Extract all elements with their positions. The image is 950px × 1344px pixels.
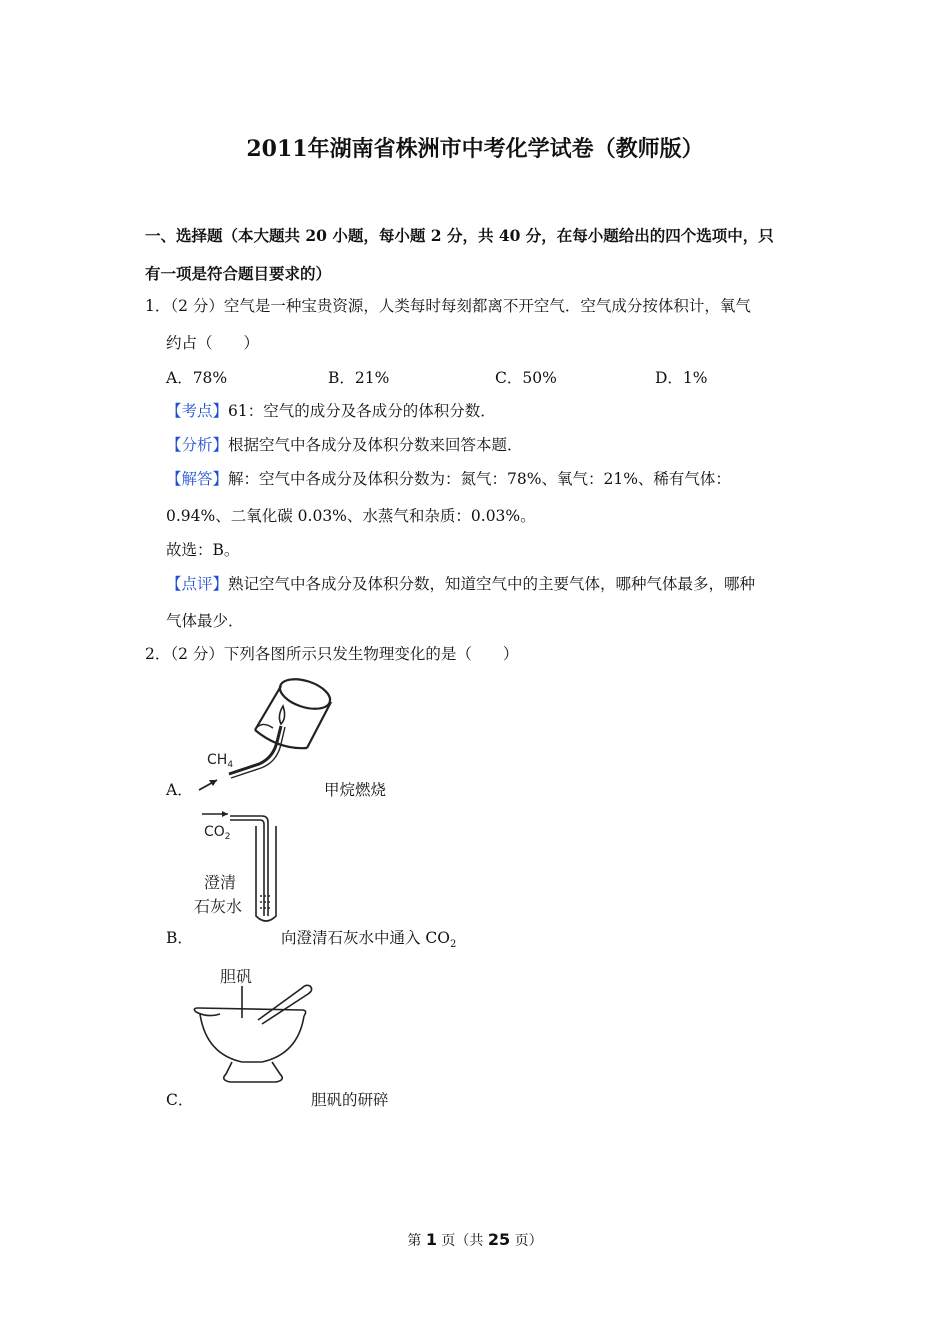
dianping-text1: 熟记空气中各成分及体积分数，知道空气中的主要气体，哪种气体最多，哪种	[228, 575, 756, 593]
section-heading-line2: 有一项是符合题目要求的）	[145, 264, 332, 283]
fenxi-tag: 【分析】	[166, 436, 229, 454]
danfan-label: 胆矾	[220, 967, 253, 986]
limewater-co2-figure	[190, 808, 300, 928]
q1-fenxi	[166, 433, 523, 455]
q1-jieda-line2: 0.94%、二氧化碳 0.03%、水蒸气和杂质：0.03%。	[166, 507, 536, 525]
fenxi-text: 根据空气中各成分及体积分数来回答本题．	[228, 436, 523, 454]
kaodian-tag: 【考点】	[166, 402, 229, 420]
jieda-text1: 解：空气中各成分及体积分数为：氮气：78%、氧气：21%、稀有气体：	[228, 470, 731, 488]
q1-dianping-line1	[166, 572, 755, 594]
section-heading-line1: 一、选择题（本大题共 20 小题，每小题 2 分，共 40 分，在每小题给出的四个选项中，只	[145, 226, 774, 245]
q2-option-a-label: A．	[166, 781, 193, 799]
current-page: 1	[425, 1230, 437, 1249]
q2-option-b-caption: 向澄清石灰水中通入 $CO_2$	[281, 929, 457, 951]
q1-kaodian	[166, 399, 496, 421]
q1-dianping-line2: 气体最少．	[166, 612, 244, 630]
q1-answer: 故选：B。	[166, 541, 240, 559]
dianping-tag: 【点评】	[166, 575, 229, 593]
page-footer: 第 1 页（共 25 页）	[407, 1230, 543, 1249]
ch4-label: $CH_4$	[207, 752, 234, 770]
q1-option-b: B．21%	[328, 369, 390, 387]
q2-option-b-label: B．	[166, 929, 193, 947]
q2-stem: 2．（2 分）下列各图所示只发生物理变化的是（ ）	[145, 645, 519, 663]
limewater-label-2: 石灰水	[194, 897, 243, 916]
limewater-label-1: 澄清	[204, 873, 237, 892]
page-title: 2011年湖南省株洲市中考化学试卷（教师版）	[246, 136, 704, 162]
q2-option-c-label: C．	[166, 1091, 194, 1109]
q1-option-a: A．78%	[166, 369, 228, 387]
q2-option-c-caption: 胆矾的研碎	[311, 1091, 389, 1109]
q1-option-d: D．1%	[655, 369, 708, 387]
jieda-tag: 【解答】	[166, 470, 229, 488]
q1-stem-line2: 约占（ ）	[166, 334, 260, 352]
q1-option-c: C．50%	[495, 369, 557, 387]
kaodian-text: 61：空气的成分及各成分的体积分数．	[228, 402, 496, 420]
q1-jieda-line1	[166, 467, 731, 489]
q2-option-a-caption: 甲烷燃烧	[324, 781, 387, 799]
mortar-pestle-figure	[190, 962, 320, 1094]
total-pages: 25	[487, 1230, 511, 1249]
methane-burning-figure	[195, 672, 345, 792]
co2-label: $CO_2$	[204, 824, 231, 842]
q1-stem-line1: 1．（2 分）空气是一种宝贵资源，人类每时每刻都离不开空气．空气成分按体积计，氧气	[145, 297, 751, 315]
